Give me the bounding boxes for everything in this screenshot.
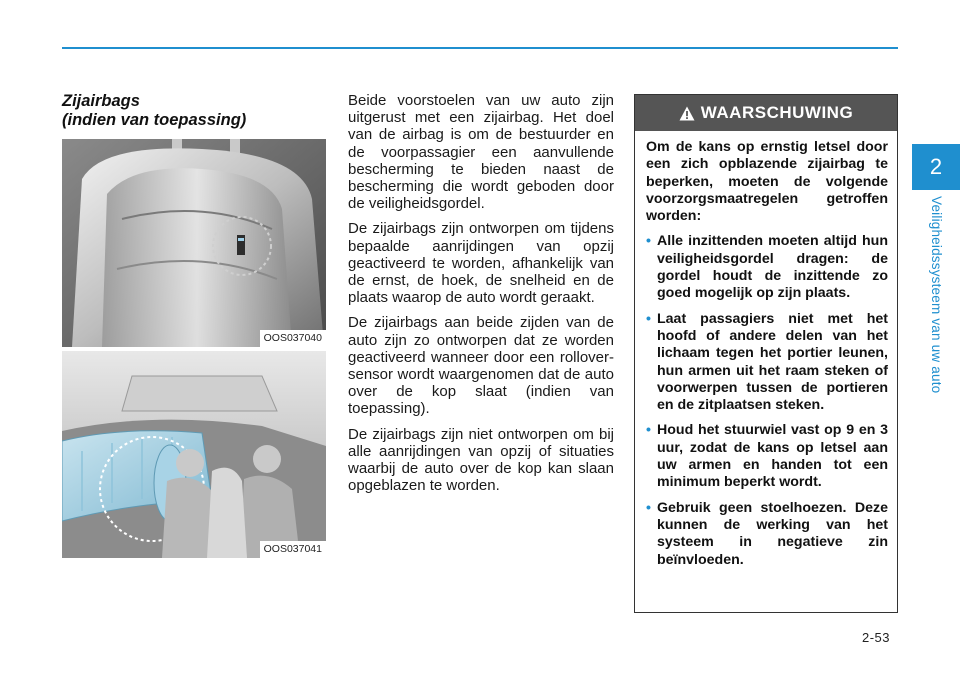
figure-caption-2: OOS037041 xyxy=(260,541,326,558)
warning-bullet-text: Gebruik geen stoelhoezen. Deze kunnen de werking van het systeem in negatieve zin beïnvloeden. xyxy=(657,499,888,568)
figure-caption-1: OOS037040 xyxy=(260,330,326,347)
warning-triangle-icon xyxy=(679,106,695,121)
bullet-dot: • xyxy=(646,499,651,516)
body-paragraph: Beide voorstoelen van uw auto zijn uitgerust met een zijairbag. Het doel van de airbag is om de bestuurder en de voorpassagier een aanvullende bescherming te bieden naast de bescherming die wordt geboden door de veiligheidsgordel. xyxy=(348,92,614,213)
section-number: 2 xyxy=(929,154,943,179)
figure-curtain-airbag xyxy=(62,351,326,558)
body-paragraph: De zijairbags zijn niet ontworpen om bij alle aanrijdingen van opzij of situaties waarbij de auto over de kop kan slaan opgeblazen te worden. xyxy=(348,425,614,495)
bullet-dot: • xyxy=(646,233,651,250)
body-text xyxy=(348,92,614,502)
section-heading xyxy=(62,92,332,130)
heading-line-2: (indien van toepassing) xyxy=(62,111,247,129)
warning-bullet xyxy=(646,233,888,302)
warning-bullet xyxy=(646,311,888,415)
page-number: 2-53 xyxy=(862,630,891,645)
warning-intro: Om de kans op ernstig letsel door een zich opblazende zijairbag te beperken, moeten de volgende voorzorgsmaatregelen getroffen worden: xyxy=(646,139,888,225)
warning-bullet xyxy=(646,500,888,569)
seat-illustration xyxy=(62,139,326,347)
warning-bullet-text: Laat passagiers niet met het hoofd of andere delen van het lichaam tegen het portier leunen, hun armen uit het raam steken of voorwerpen tussen de portieren en de zitplaatsen steken. xyxy=(657,310,888,414)
interior-illustration xyxy=(62,351,326,558)
warning-title: WAARSCHUWING xyxy=(700,103,854,122)
warning-box xyxy=(634,94,898,613)
heading-line-1: Zijairbags xyxy=(62,92,140,110)
warning-bullet-text: Houd het stuurwiel vast op 9 en 3 uur, zodat de kans op letsel aan uw armen en handen tot een minimum beperkt wordt. xyxy=(657,422,888,491)
body-paragraph: De zijairbags zijn ontworpen om tijdens bepaalde aanrijdingen van opzij geactiveerd te worden, afhankelijk van de ernst, de hoek, de snelheid en de plaats waarop de auto wordt geraakt. xyxy=(348,220,614,307)
section-title-vertical: Veiligheidssysteem van uw auto xyxy=(929,196,944,394)
figure-seat-airbag xyxy=(62,139,326,347)
body-paragraph: De zijairbags aan beide zijden van de auto zijn zo ontworpen dat ze worden geactiveerd wanneer door een rollover-sensor wordt waargenomen dat de auto over de kop slaat (indien van toepassing). xyxy=(348,314,614,418)
section-number-tab xyxy=(912,144,960,190)
warning-bullet xyxy=(646,422,888,491)
warning-list xyxy=(646,233,888,568)
top-rule xyxy=(62,47,898,49)
warning-bullet-text: Alle inzittenden moeten altijd hun veiligheidsgordel dragen: de gordel houdt de inzittende zo goed mogelijk op zijn plaats. xyxy=(657,233,888,302)
warning-header xyxy=(635,95,897,131)
bullet-dot: • xyxy=(646,422,651,439)
bullet-dot: • xyxy=(646,310,651,327)
warning-body xyxy=(635,131,897,569)
